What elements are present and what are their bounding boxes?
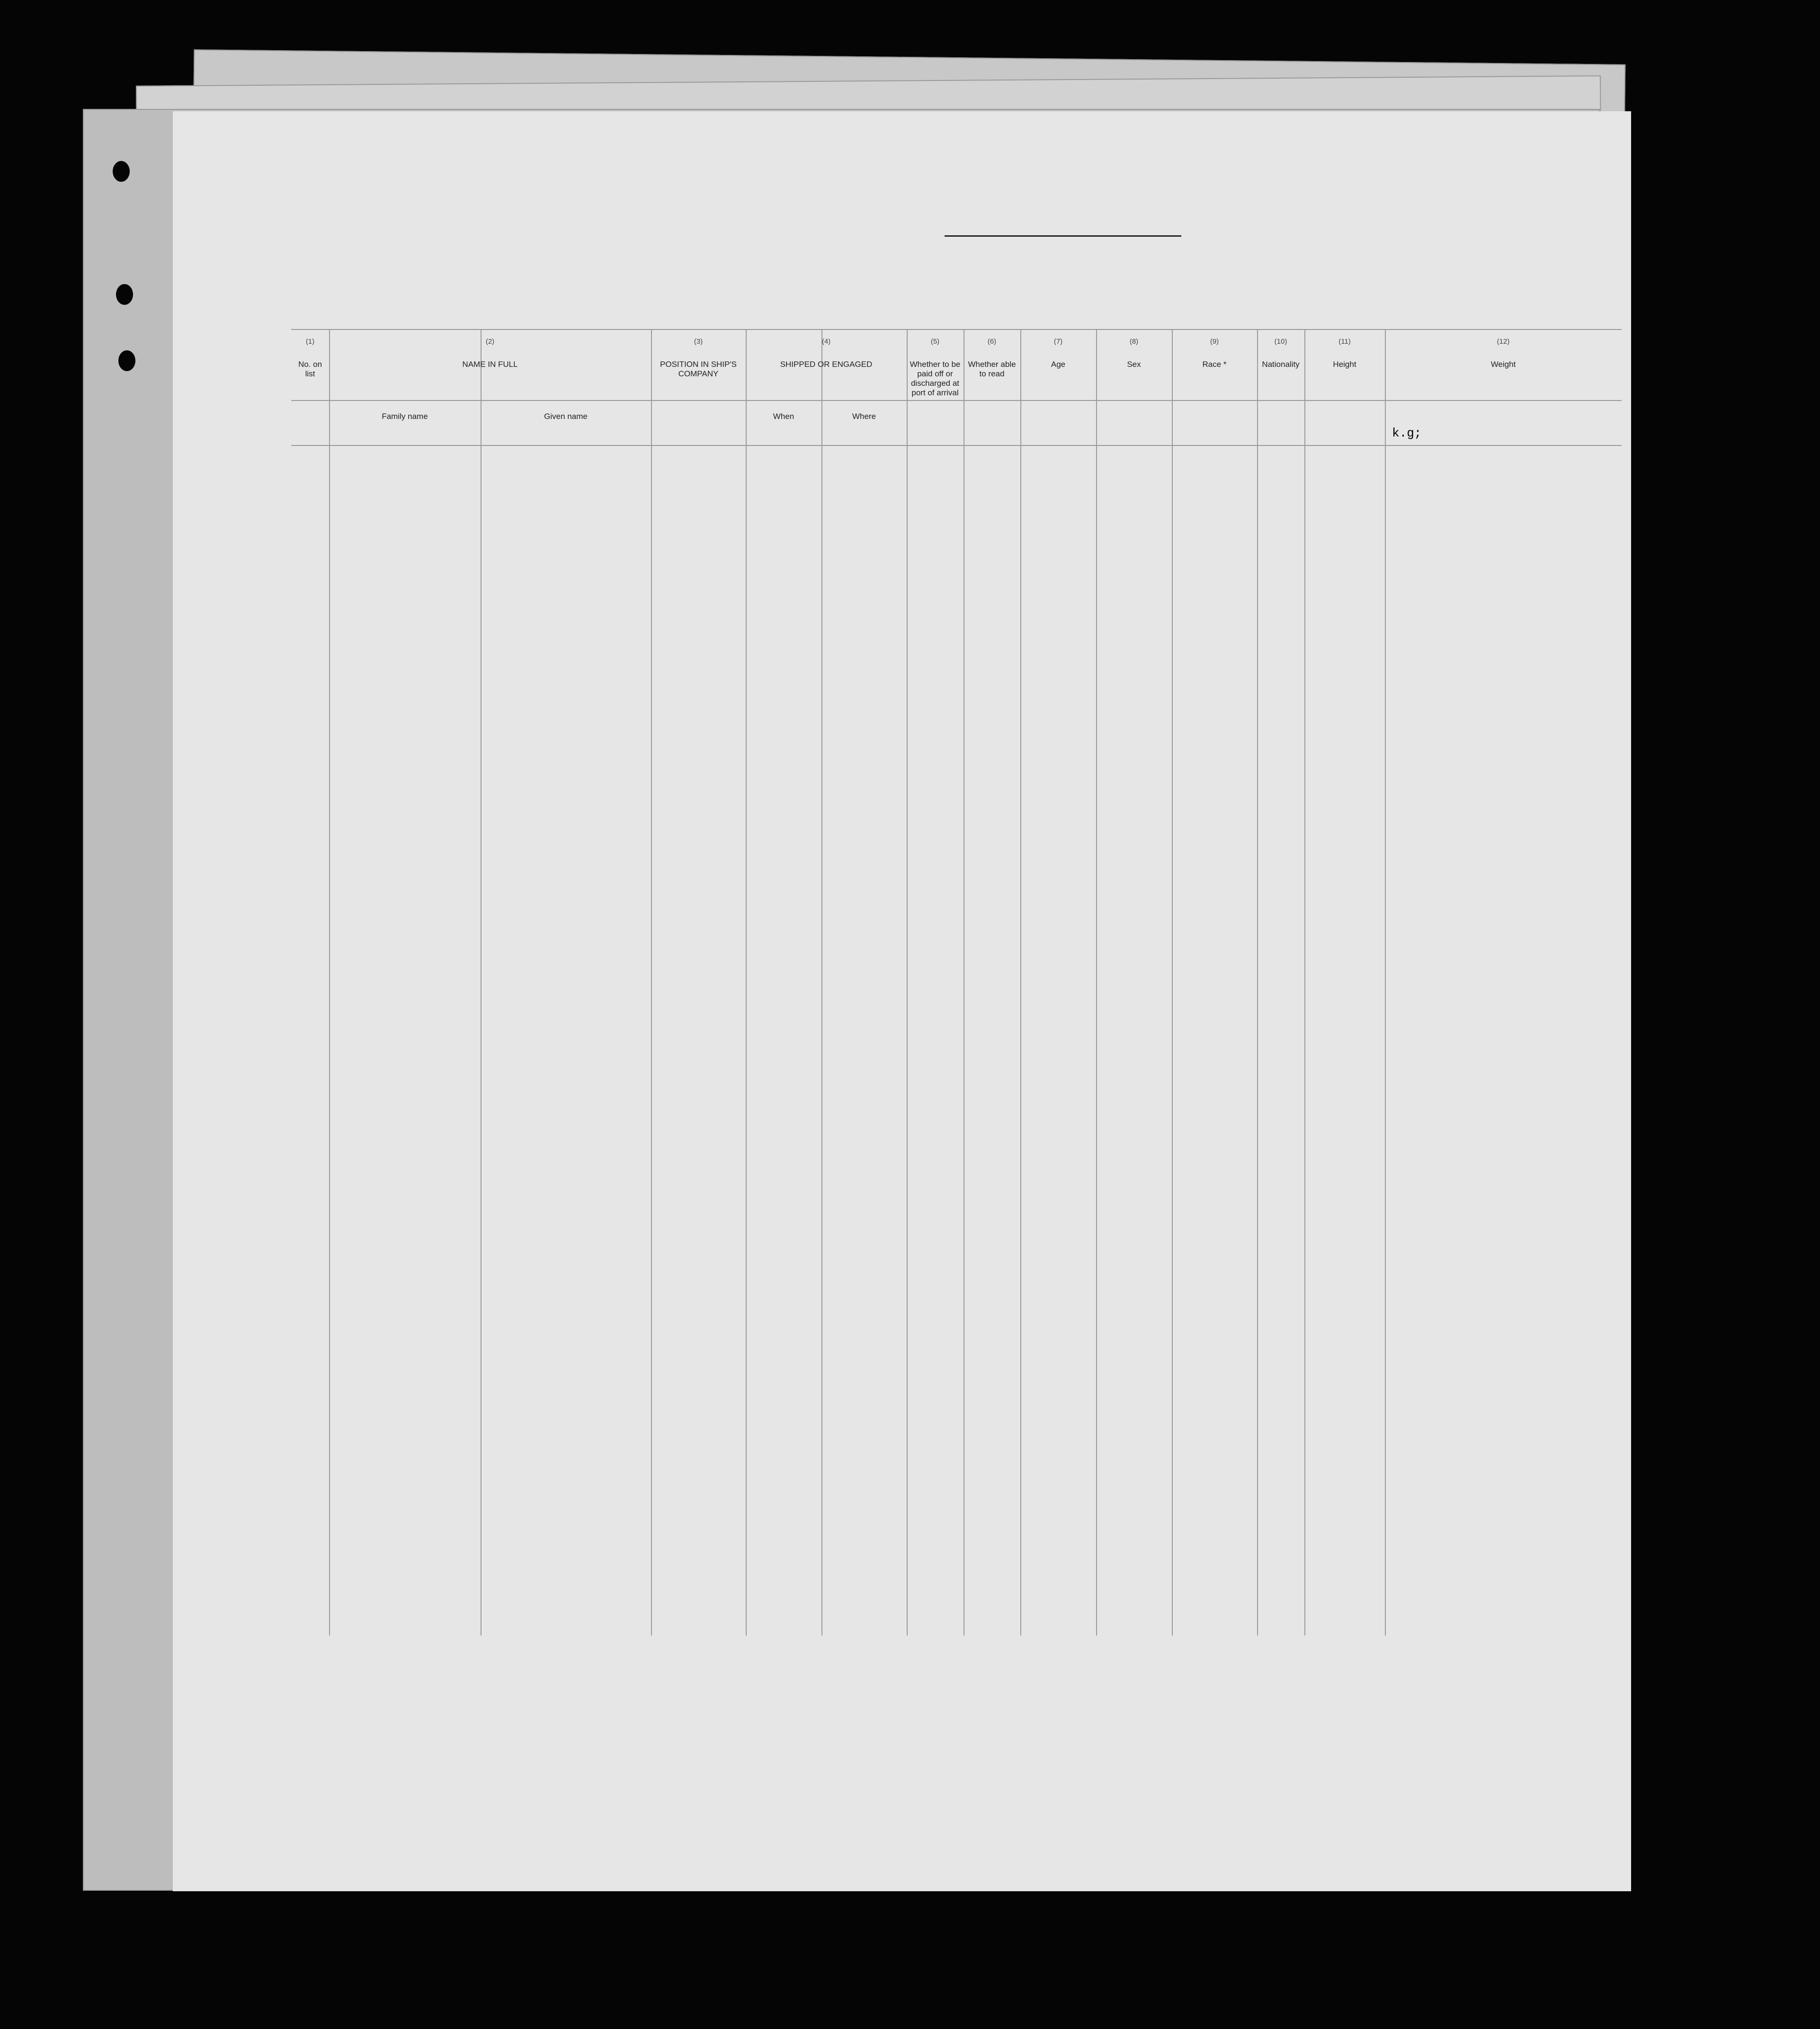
crew-table	[291, 329, 1622, 1636]
table-column-divider	[651, 329, 652, 1636]
table-row-divider	[291, 400, 1622, 401]
column-number: (10)	[1274, 338, 1287, 346]
column-label: Weight	[1490, 360, 1516, 369]
column-subheader: Where	[852, 412, 876, 421]
manifest-sheet	[173, 111, 1631, 1891]
column-number: (3)	[694, 338, 703, 346]
table-column-divider	[1172, 329, 1173, 1636]
column-subheader: When	[773, 412, 794, 421]
column-label: SHIPPED OR ENGAGED	[780, 360, 873, 369]
column-header	[329, 338, 651, 369]
table-column-divider	[907, 329, 908, 1636]
column-header	[1096, 338, 1172, 369]
column-header	[1304, 338, 1385, 369]
column-number: (12)	[1497, 338, 1510, 346]
column-label: POSITION IN SHIP'S COMPANY	[660, 360, 737, 378]
column-label: Age	[1051, 360, 1066, 369]
column-header	[651, 338, 746, 379]
column-label: Whether able to read	[968, 360, 1016, 378]
column-header	[291, 338, 329, 379]
column-number: (9)	[1210, 338, 1219, 346]
punch-hole-icon	[118, 350, 135, 371]
vessel-line	[296, 287, 523, 309]
table-column-divider	[1020, 329, 1021, 1636]
table-column-divider	[481, 329, 482, 1636]
column-number: (2)	[485, 338, 495, 346]
column-label: Height	[1333, 360, 1356, 369]
column-label: NAME IN FULL	[462, 360, 518, 369]
table-column-divider	[746, 329, 747, 1636]
column-header	[746, 338, 907, 369]
column-number: (7)	[1053, 338, 1063, 346]
column-number: (11)	[1338, 338, 1351, 346]
column-number: (4)	[821, 338, 831, 346]
punch-hole-icon	[113, 161, 130, 182]
column-header	[964, 338, 1020, 379]
column-header	[1257, 338, 1304, 369]
table-column-divider	[1385, 329, 1386, 1636]
table-row-divider	[291, 329, 1622, 330]
column-subheader: Family name	[382, 412, 428, 421]
column-label: Nationality	[1262, 360, 1300, 369]
column-header	[1385, 338, 1622, 369]
column-header	[1172, 338, 1257, 369]
column-number: (1)	[305, 338, 315, 346]
column-subheader: Given name	[544, 412, 588, 421]
weight-unit: k.g;	[1392, 426, 1422, 440]
column-label: Race *	[1202, 360, 1227, 369]
table-column-divider	[1257, 329, 1258, 1636]
table-column-divider	[329, 329, 330, 1636]
table-row-divider	[291, 445, 1622, 446]
column-label: Sex	[1127, 360, 1141, 369]
column-label: Whether to be paid off or discharged at port of arrival	[910, 360, 961, 397]
column-label: No. on list	[298, 360, 322, 378]
column-number: (8)	[1129, 338, 1139, 346]
column-header	[1020, 338, 1096, 369]
title-underline	[945, 235, 1181, 237]
column-header	[907, 338, 964, 398]
table-column-divider	[1304, 329, 1305, 1636]
table-column-divider	[821, 329, 822, 1636]
table-column-divider	[1096, 329, 1097, 1636]
punch-hole-icon	[116, 284, 133, 305]
column-number: (5)	[930, 338, 940, 346]
column-number: (6)	[987, 338, 997, 346]
